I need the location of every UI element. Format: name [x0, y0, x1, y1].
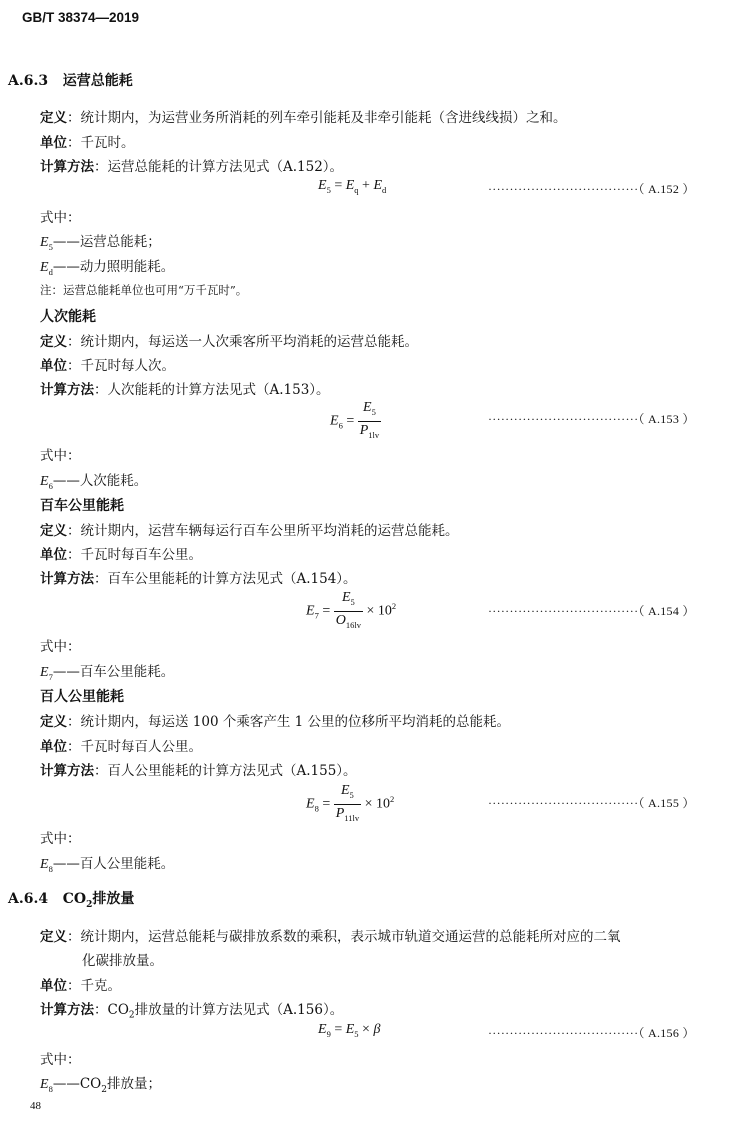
calc-method-label: 计算方法 — [40, 159, 94, 175]
equation-number-a155: ···································（ A.155 ） — [488, 796, 695, 810]
where-item-e6: $E_6——$人次能耗。 — [40, 473, 148, 491]
where-item-e8: $E_8——$百人公里能耗。 — [40, 856, 175, 874]
equation-number-a152: ···································（ A.152 ） — [488, 182, 695, 196]
unit-line: 单位：千瓦时每百人公里。 — [40, 739, 202, 755]
section-heading-a63 — [8, 70, 133, 90]
note: 注：运营总能耗单位也可用“万千瓦时”。 — [40, 283, 248, 297]
calc-method-text: ：运营总能耗的计算方法见式（A.152）。 — [94, 159, 344, 175]
definition-label: 定义 — [40, 110, 67, 126]
definition-line: 定义：统计期内，运营总能耗与碳排放系数的乘积，表示城市轨道交通运营的总能耗所对应的二氧 — [40, 929, 621, 945]
subsection-title-vehicle-km-energy: 百车公里能耗 — [40, 498, 124, 514]
where-item-ed: $E_d——$动力照明能耗。 — [40, 259, 175, 277]
calc-method-line: 计算方法：人次能耗的计算方法见式（A.153）。 — [40, 382, 330, 398]
equation-number-a156: ···································（ A.156 ） — [488, 1026, 695, 1040]
fraction: $\frac{E_5}{P_{11lv}}$ — [335, 783, 360, 823]
standard-number: GB/T 38374—2019 — [22, 10, 140, 25]
subsection-title-person-energy: 人次能耗 — [40, 309, 96, 325]
unit-line: 单位：千克。 — [40, 978, 121, 994]
fraction: $\frac{E_5}{O_{16lv}}$ — [335, 590, 361, 630]
unit-line — [40, 131, 135, 151]
subsection-title-person-km-energy: 百人公里能耗 — [40, 689, 124, 705]
definition-line-continued: 化碳排放量。 — [82, 953, 163, 969]
equation-number-a153: ···································（ A.153 ） — [488, 412, 695, 426]
calc-method-line — [40, 155, 343, 175]
definition-text: ：统计期内，为运营业务所消耗的列车牵引能耗及非牵引能耗（含进线线损）之和。 — [67, 110, 567, 126]
fraction: $\frac{E_5}{P_{1lv}}$ — [359, 400, 380, 440]
unit-line: 单位：千瓦时每百车公里。 — [40, 547, 202, 563]
definition-line: 定义：统计期内，每运送一人次乘客所平均消耗的运营总能耗。 — [40, 334, 418, 350]
equation-a152: $E_5 = E_q + E_d$ — [318, 178, 387, 195]
where-label: 式中： — [40, 639, 81, 655]
equation-a154: $E_7$ = $\frac{E_5}{O_{16lv}}$ × $10^2$ — [306, 590, 396, 633]
where-item-e8-co2: $E_8——CO_2$排放量； — [40, 1076, 161, 1095]
definition-line: 定义：统计期内，运营车辆每运行百车公里所平均消耗的运营总能耗。 — [40, 523, 459, 539]
definition-line: 定义：统计期内，每运送 100 个乘客产生 1 公里的位移所平均消耗的总能耗。 — [40, 714, 511, 730]
section-title: 运营总能耗 — [62, 73, 133, 89]
where-label: 式中： — [40, 210, 81, 226]
unit-line: 单位：千瓦时每人次。 — [40, 358, 175, 374]
calc-method-line: 计算方法：$CO_2$排放量的计算方法见式（A.156）。 — [40, 1002, 344, 1021]
equation-a153: $E_6$ = $\frac{E_5}{P_{1lv}}$ — [330, 400, 381, 443]
definition-line — [40, 106, 567, 126]
equation-number-a154: ···································（ A.154 ） — [488, 604, 695, 618]
unit-text: ：千瓦时。 — [67, 135, 135, 151]
where-label: 式中： — [40, 448, 81, 464]
where-item-e5: $E_5——$运营总能耗； — [40, 234, 161, 252]
where-label: 式中： — [40, 831, 81, 847]
unit-label: 单位 — [40, 135, 67, 151]
calc-method-line: 计算方法：百车公里能耗的计算方法见式（A.154）。 — [40, 571, 357, 587]
section-heading-a64: A.6.4 $CO_2$排放量 — [8, 891, 135, 910]
page-number: 48 — [30, 1100, 41, 1112]
equation-a156: $E_9 = E_5 \times \beta$ — [318, 1022, 381, 1039]
where-label: 式中： — [40, 1052, 81, 1068]
calc-method-line: 计算方法：百人公里能耗的计算方法见式（A.155）。 — [40, 763, 357, 779]
section-number: A.6.3 — [8, 73, 49, 89]
equation-a155: $E_8$ = $\frac{E_5}{P_{11lv}}$ × $10^2$ — [306, 783, 394, 826]
where-item-e7: $E_7——$百车公里能耗。 — [40, 664, 175, 682]
